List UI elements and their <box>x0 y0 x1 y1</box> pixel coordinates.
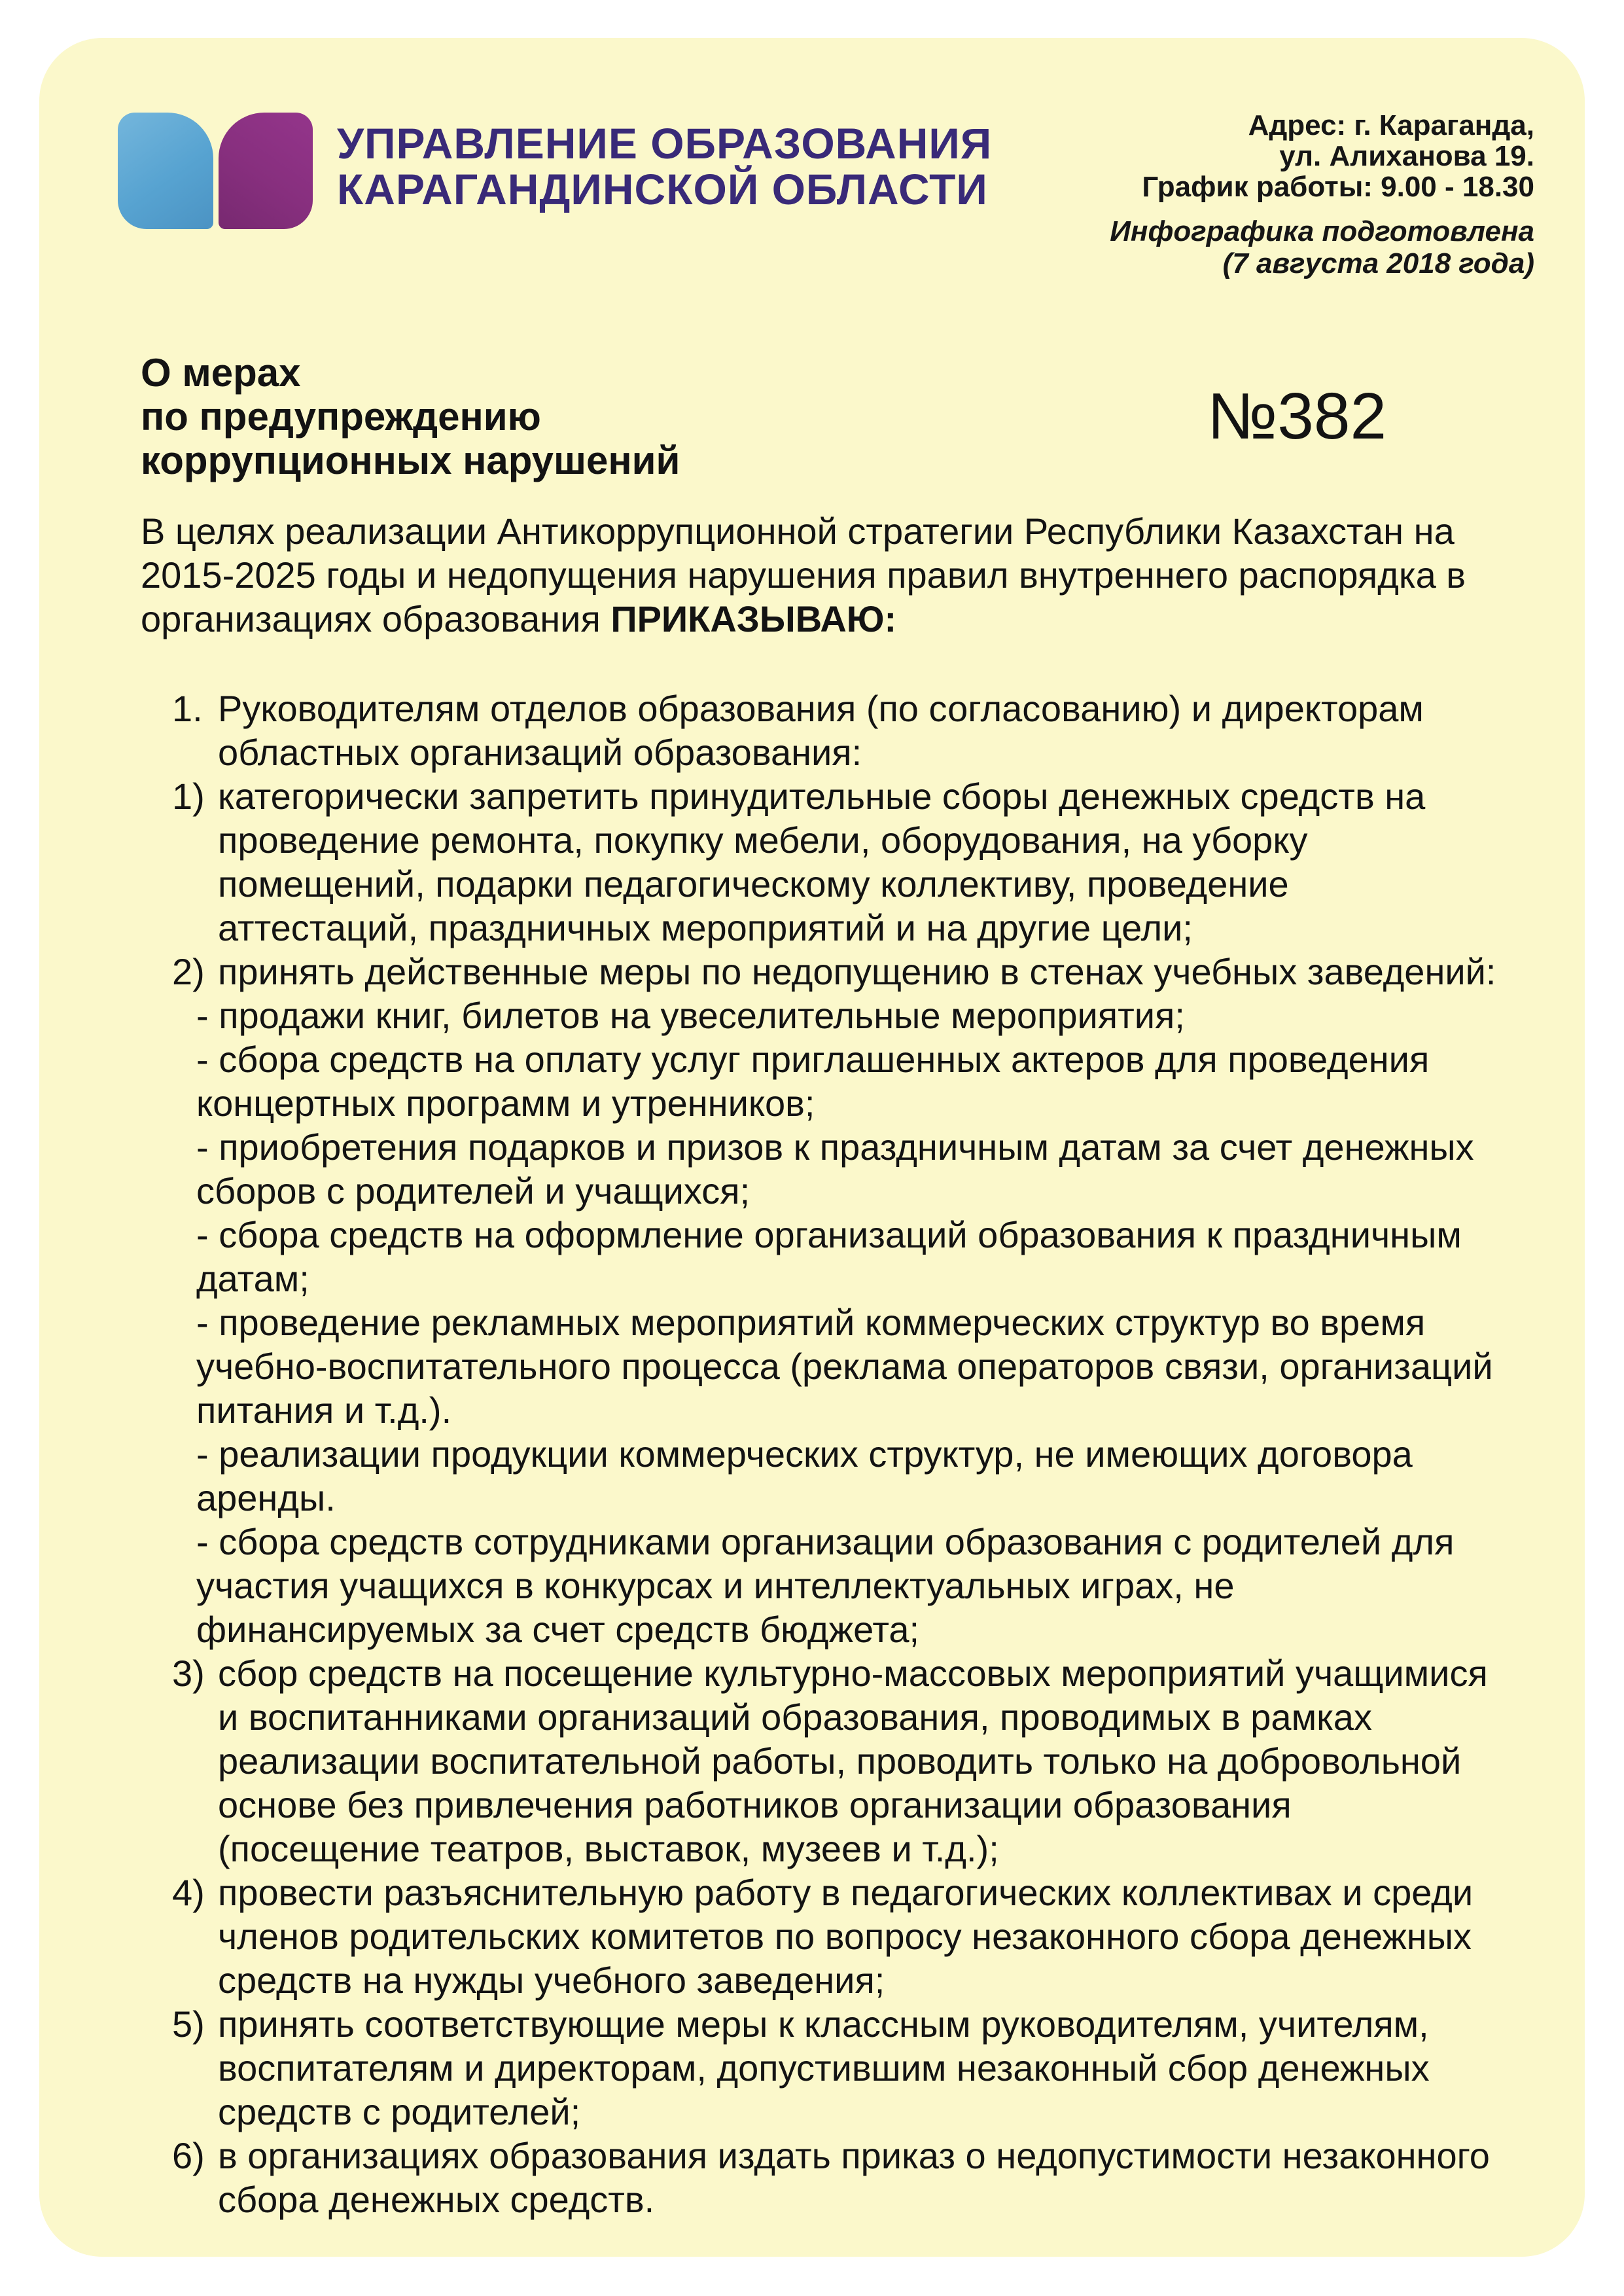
document-number: №382 <box>1207 380 1387 453</box>
item-marker: 5) <box>172 2003 205 2045</box>
document-title-line2: по предупреждению <box>141 395 541 439</box>
intro-text: В целях реализации Антикоррупционной стратегии Республики Казахстан на 2015-2025 годы и недопущения нарушения правил внутреннего распорядка в организациях образования <box>141 511 1466 639</box>
document-title-line1: О мерах <box>141 351 301 395</box>
organization-title-line2: КАРАГАНДИНСКОЙ ОБЛАСТИ <box>337 165 988 213</box>
contact-block <box>1110 110 1534 279</box>
infographic-note <box>1110 215 1534 279</box>
organization-title-line1: УПРАВЛЕНИЕ ОБРАЗОВАНИЯ <box>337 119 993 168</box>
sub-item: - приобретения подарков и призов к праздничным датам за счет денежных сборов с родителей и учащихся; <box>196 1126 1474 1211</box>
work-hours: График работы: 9.00 - 18.30 <box>1142 171 1534 203</box>
address-line2: ул. Алиханова 19. <box>1279 140 1534 172</box>
item-marker: 6) <box>172 2135 205 2176</box>
open-book-logo <box>118 113 313 229</box>
item-text: провести разъяснительную работу в педагогических коллективах и среди членов родительских комитетов по вопросу незаконного сбора денежных средств на нужды учебного заведения; <box>218 1872 1474 2001</box>
item-marker: 3) <box>172 1653 205 1694</box>
list-item <box>141 774 1498 950</box>
list-item <box>141 2134 1498 2221</box>
sub-item: - продажи книг, билетов на увеселительные мероприятия; <box>196 995 1185 1036</box>
document-title <box>141 351 680 482</box>
organization-title <box>337 120 992 212</box>
item-text: сбор средств на посещение культурно-массовых мероприятий учащимися и воспитанниками организаций образования, проводимых в рамках реализации воспитательной работы, проводить только на добровольной основе без привлечения работников организации образования (посещение театров, выставок, музеев и т.д.); <box>218 1653 1488 1869</box>
order-list <box>141 687 1498 2221</box>
address-line1: Адрес: г. Караганда, <box>1248 109 1534 141</box>
sub-item: - сбора средств на оформление организаций образования к праздничным датам; <box>196 1214 1462 1299</box>
item-marker: 1) <box>172 776 205 817</box>
logo-left-page <box>118 113 213 229</box>
list-item <box>141 1871 1498 2002</box>
list-item <box>141 687 1498 774</box>
list-item <box>141 2002 1498 2134</box>
item-marker: 4) <box>172 1872 205 1913</box>
document-body <box>141 509 1498 2221</box>
item-text: принять действенные меры по недопущению в стенах учебных заведений: <box>218 951 1496 992</box>
document-title-line3: коррупционных нарушений <box>141 439 680 482</box>
sub-item: - сбора средств на оплату услуг приглашенных актеров для проведения концертных программ и утренников; <box>196 1039 1430 1124</box>
list-item <box>141 950 1498 1651</box>
item-marker: 2) <box>172 951 205 992</box>
infographic-note-line2: (7 августа 2018 года) <box>1222 247 1534 279</box>
sub-item: - проведение рекламных мероприятий коммерческих структур во время учебно-воспитательного процесса (реклама операторов связи, организаций питания и т.д.). <box>196 1302 1493 1431</box>
logo-right-page <box>219 113 313 229</box>
yellow-panel <box>39 38 1585 2257</box>
item-text: в организациях образования издать приказ о недопустимости незаконного сбора денежных средств. <box>218 2135 1490 2220</box>
sub-item: - реализации продукции коммерческих структур, не имеющих договора аренды. <box>196 1433 1413 1518</box>
sub-item: - сбора средств сотрудниками организации образования с родителей для участия учащихся в конкурсах и интеллектуальных играх, не финансируемых за счет средств бюджета; <box>196 1521 1455 1650</box>
list-item <box>141 1651 1498 1871</box>
intro-command: ПРИКАЗЫВАЮ: <box>610 598 897 639</box>
item-marker: 1. <box>172 688 203 729</box>
intro-paragraph <box>141 509 1498 641</box>
item-text: Руководителям отделов образования (по согласованию) и директорам областных организаций образования: <box>218 688 1424 773</box>
infographic-note-line1: Инфографика подготовлена <box>1110 215 1534 247</box>
item-text: принять соответствующие меры к классным руководителям, учителям, воспитателям и директорам, допустившим незаконный сбор денежных средств с родителей; <box>218 2003 1430 2132</box>
item-text: категорически запретить принудительные сборы денежных средств на проведение ремонта, покупку мебели, оборудования, на уборку помещений, подарки педагогическому коллективу, проведение аттестаций, праздничных мероприятий и на другие цели; <box>218 776 1426 948</box>
